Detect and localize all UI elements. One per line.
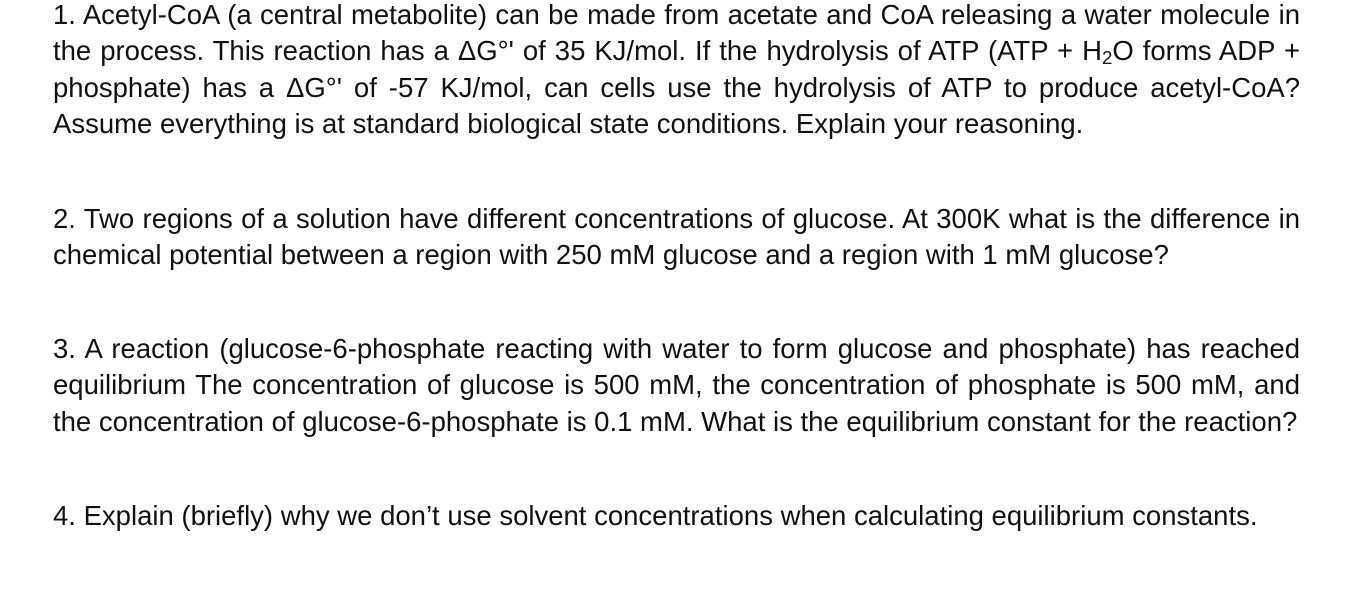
question-3 [53, 331, 1300, 440]
question-1-text-part-1: Acetyl-CoA (a central metabolite) can be made from acetate and CoA releasing a water molecule in the process. This reaction has a ΔG°' of 35 KJ/mol. If the hydrolysis of ATP (ATP + H [53, 0, 1300, 67]
question-4-text: Explain (briefly) why we don’t use solvent concentrations when calculating equilibrium constants. [83, 500, 1258, 531]
water-subscript: 2 [1101, 47, 1113, 69]
question-1-number: 1. [53, 0, 76, 30]
question-3-text: A reaction (glucose-6-phosphate reacting with water to form glucose and phosphate) has reached equilibrium The concentration of glucose is 500 mM, the concentration of phosphate is 500 mM, and the concentration of glucose-6-phosphate is 0.1 mM. What is the equilibrium constant for the reaction? [53, 333, 1300, 437]
question-4 [53, 498, 1300, 534]
question-1 [53, 0, 1300, 143]
question-3-number: 3. [53, 333, 76, 364]
question-2-number: 2. [53, 203, 76, 234]
question-2 [53, 201, 1300, 274]
question-1-text-part-2: O forms ADP + phosphate) has a ΔG°' of -57 KJ/mol, can cells use the hydrolysis of ATP to produce acetyl-CoA? Assume everything is at standard biological state conditions. Explain your reasoning. [53, 35, 1300, 140]
question-2-text: Two regions of a solution have different concentrations of glucose. At 300K what is the difference in chemical potential between a region with 250 mM glucose and a region with 1 mM glucose? [53, 203, 1300, 271]
question-4-number: 4. [53, 500, 76, 531]
